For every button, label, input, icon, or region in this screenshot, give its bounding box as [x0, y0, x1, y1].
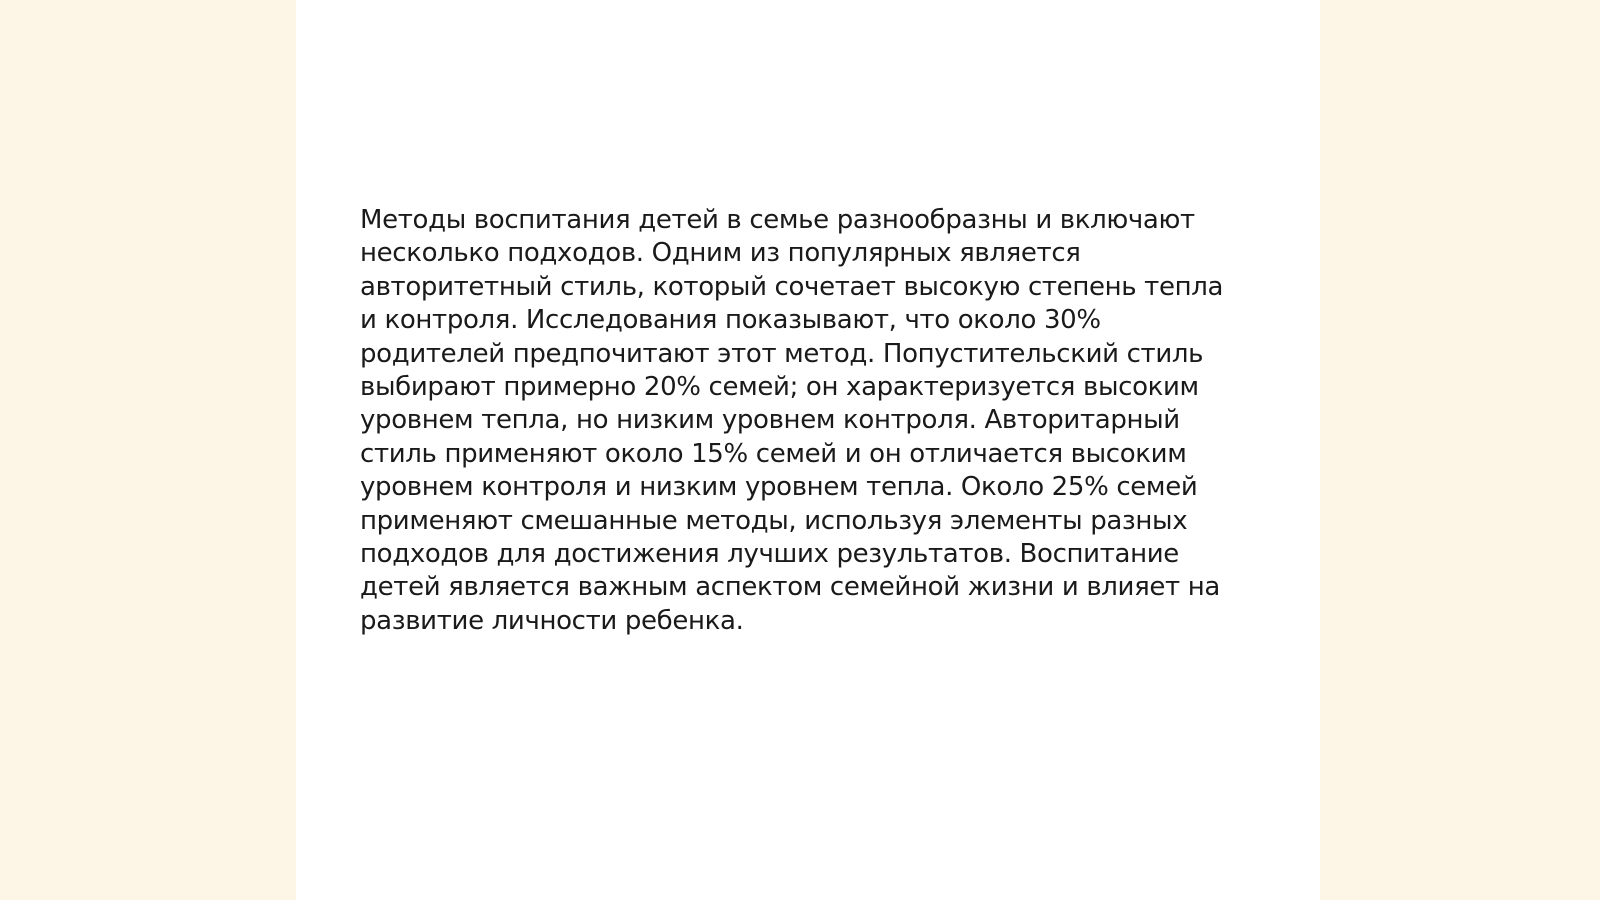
paragraph-line: несколько подходов. Одним из популярных является [360, 238, 1081, 269]
paragraph-line: стиль применяют около 15% семей и он отличается высоким [360, 438, 1187, 469]
paragraph-line: развитие личности ребенка. [360, 605, 744, 636]
paragraph-line: уровнем контроля и низким уровнем тепла. Около 25% семей [360, 472, 1198, 503]
paragraph-line: и контроля. Исследования показывают, что около 30% [360, 305, 1101, 336]
paragraph-line: выбирают примерно 20% семей; он характеризуется высоким [360, 372, 1199, 403]
paragraph-line: родителей предпочитают этот метод. Попустительский стиль [360, 338, 1204, 369]
paragraph-line: уровнем тепла, но низким уровнем контроля. Авторитарный [360, 405, 1180, 436]
paragraph-line: детей является важным аспектом семейной жизни и влияет на [360, 572, 1220, 603]
paragraph-line: Методы воспитания детей в семье разнообразны и включают [360, 205, 1195, 235]
paragraph-line: применяют смешанные методы, используя элементы разных [360, 505, 1188, 536]
paragraph-line: авторитетный стиль, который сочетает высокую степень тепла [360, 271, 1224, 302]
document-page [296, 0, 1320, 900]
body-paragraph [360, 204, 1240, 638]
paragraph-line: подходов для достижения лучших результатов. Воспитание [360, 539, 1179, 570]
